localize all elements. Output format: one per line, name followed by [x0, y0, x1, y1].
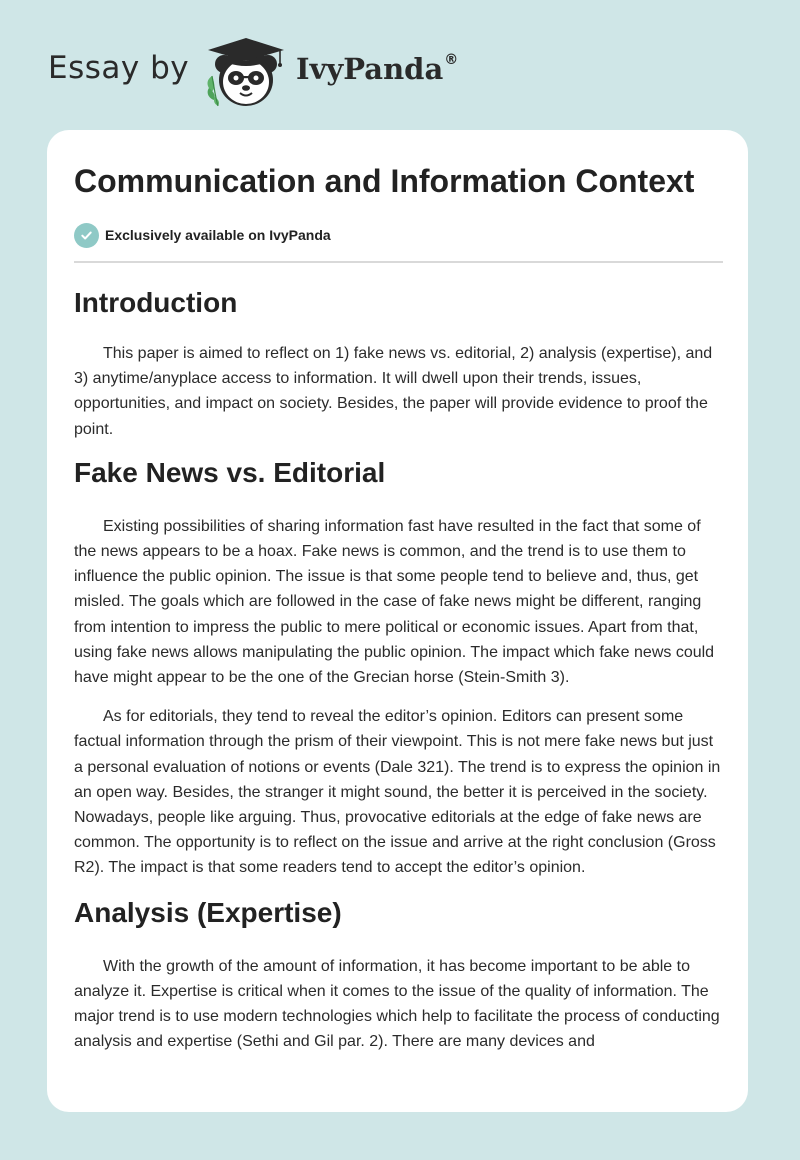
divider: [74, 261, 723, 263]
paragraph: Existing possibilities of sharing information fast have resulted in the fact that some of the news appears to be a hoax. Fake news is common, and the trend is to use them to influence the public opinion. The issue is that some people tend to believe and, thus, get misled. The goals which are followed in the case of fake news might be different, ranging from intention to impress the public to mere political or economic issues. Apart from that, using fake news allows manipulating the public opinion. The impact which fake news could have might appear to be the one of the Grecian horse (Stein-Smith 3).: [74, 517, 715, 687]
paragraph: With the growth of the amount of information, it has become important to be able to analyze it. Expertise is critical when it comes to the issue of the quality of information. The major trend is to use modern technologies which help to facilitate the process of conducting analysis and expertise (Sethi and Gil par. 2). There are many devices and: [74, 957, 720, 1051]
brand-name[interactable]: IvyPanda®: [296, 52, 459, 86]
essay-card: [47, 130, 748, 1112]
exclusive-label: Exclusively available on IvyPanda: [105, 227, 331, 243]
registered-mark: ®: [444, 52, 459, 69]
check-icon: [74, 223, 99, 248]
panda-graduate-icon[interactable]: [200, 34, 292, 110]
exclusive-note: [74, 222, 331, 248]
site-header: [0, 0, 800, 130]
page-title: Communication and Information Context: [74, 163, 695, 199]
section-heading: Analysis (Expertise): [74, 896, 342, 928]
essay-by-label: Essay by: [48, 50, 190, 86]
essay-body: [74, 280, 725, 1054]
paragraph: This paper is aimed to reflect on 1) fake news vs. editorial, 2) analysis (expertise), and 3) anytime/anyplace access to information. It will dwell upon their trends, issues, opportunities, and impact on society. Besides, the paper will provide evidence to proof the point.: [74, 345, 713, 438]
paragraph: As for editorials, they tend to reveal the editor’s opinion. Editors can present some factual information through the prism of their viewpoint. This is not mere fake news but just a personal evaluation of notions or events (Dale 321). The trend is to express the opinion in an open way. Besides, the stranger it might sound, the better it is perceived in the society. Nowadays, people like arguing. Thus, provocative editorials at the edge of fake news are common. The opportunity is to reflect on the issue and arrive at the right conclusion (Gross R2). The impact is that some readers tend to accept the editor’s opinion.: [74, 708, 721, 877]
section-heading: Fake News vs. Editorial: [74, 456, 386, 488]
section-heading: Introduction: [74, 287, 238, 318]
